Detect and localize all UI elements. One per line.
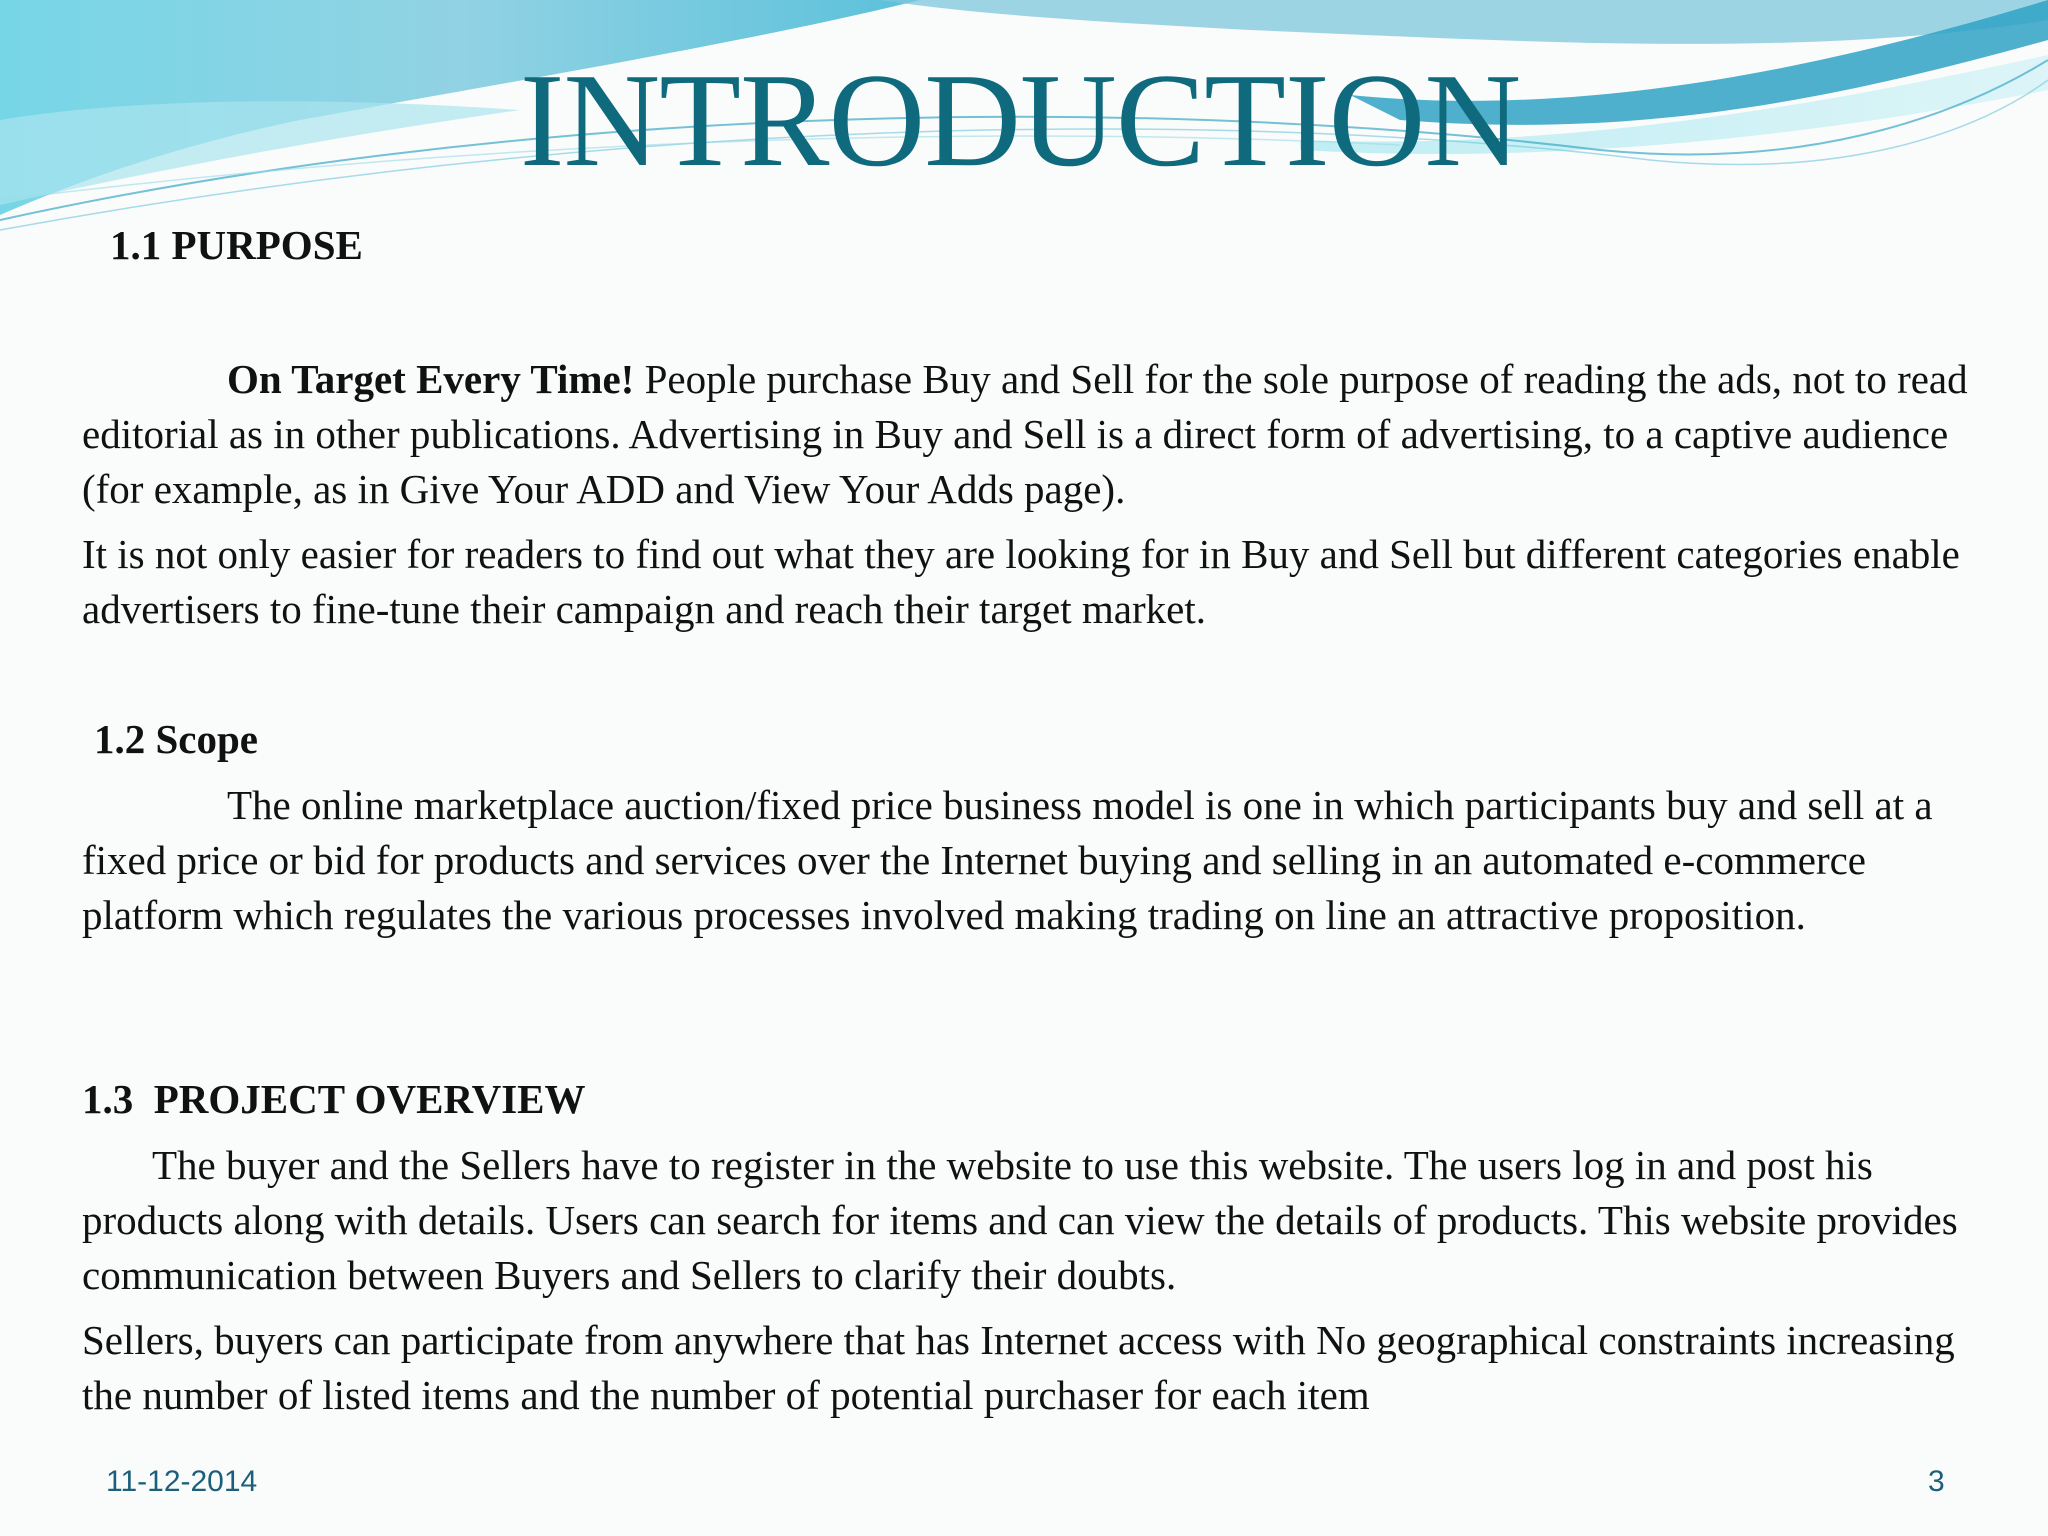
section-heading-purpose: 1.1 PURPOSE	[110, 222, 363, 268]
section-heading-scope: 1.2 Scope	[94, 716, 258, 762]
footer-date: 11-12-2014	[106, 1465, 258, 1498]
purpose-paragraph-1	[82, 352, 2002, 517]
scope-paragraph: The online marketplace auction/fixed price business model is one in which participants buy and sell at a fixed price or bid for products and services over the Internet buying and selling in an automated e-commerce platform which regulates the various processes involved making trading on line an attractive proposition.	[82, 782, 1933, 938]
section-heading-overview: 1.3 PROJECT OVERVIEW	[82, 1076, 586, 1122]
purpose-paragraph-1-text: People purchase Buy and Sell for the sole purpose of reading the ads, not to read editorial as in other publications. Advertising in Buy and Sell is a direct form of advertising, to a captive audience (for example, as in Give Your ADD and View Your Adds page).	[82, 356, 1968, 512]
purpose-paragraph-2: It is not only easier for readers to find out what they are looking for in Buy and Sell but different categories enable advertisers to fine-tune their campaign and reach their target market.	[82, 531, 1960, 632]
wave-band-top-right	[880, 0, 2048, 44]
overview-paragraph-1: The buyer and the Sellers have to register in the website to use this website. The users log in and post his products along with details. Users can search for items and can view the details of products. This website provides communication between Buyers and Sellers to clarify their doubts.	[82, 1142, 1958, 1298]
purpose-lead-bold: On Target Every Time!	[227, 356, 635, 402]
footer-page-number: 3	[1928, 1465, 1945, 1498]
overview-paragraph-2: Sellers, buyers can participate from anywhere that has Internet access with No geographical constraints increasing the number of listed items and the number of potential purchaser for each item	[82, 1317, 1955, 1418]
slide-title: INTRODUCTION	[519, 46, 1521, 194]
